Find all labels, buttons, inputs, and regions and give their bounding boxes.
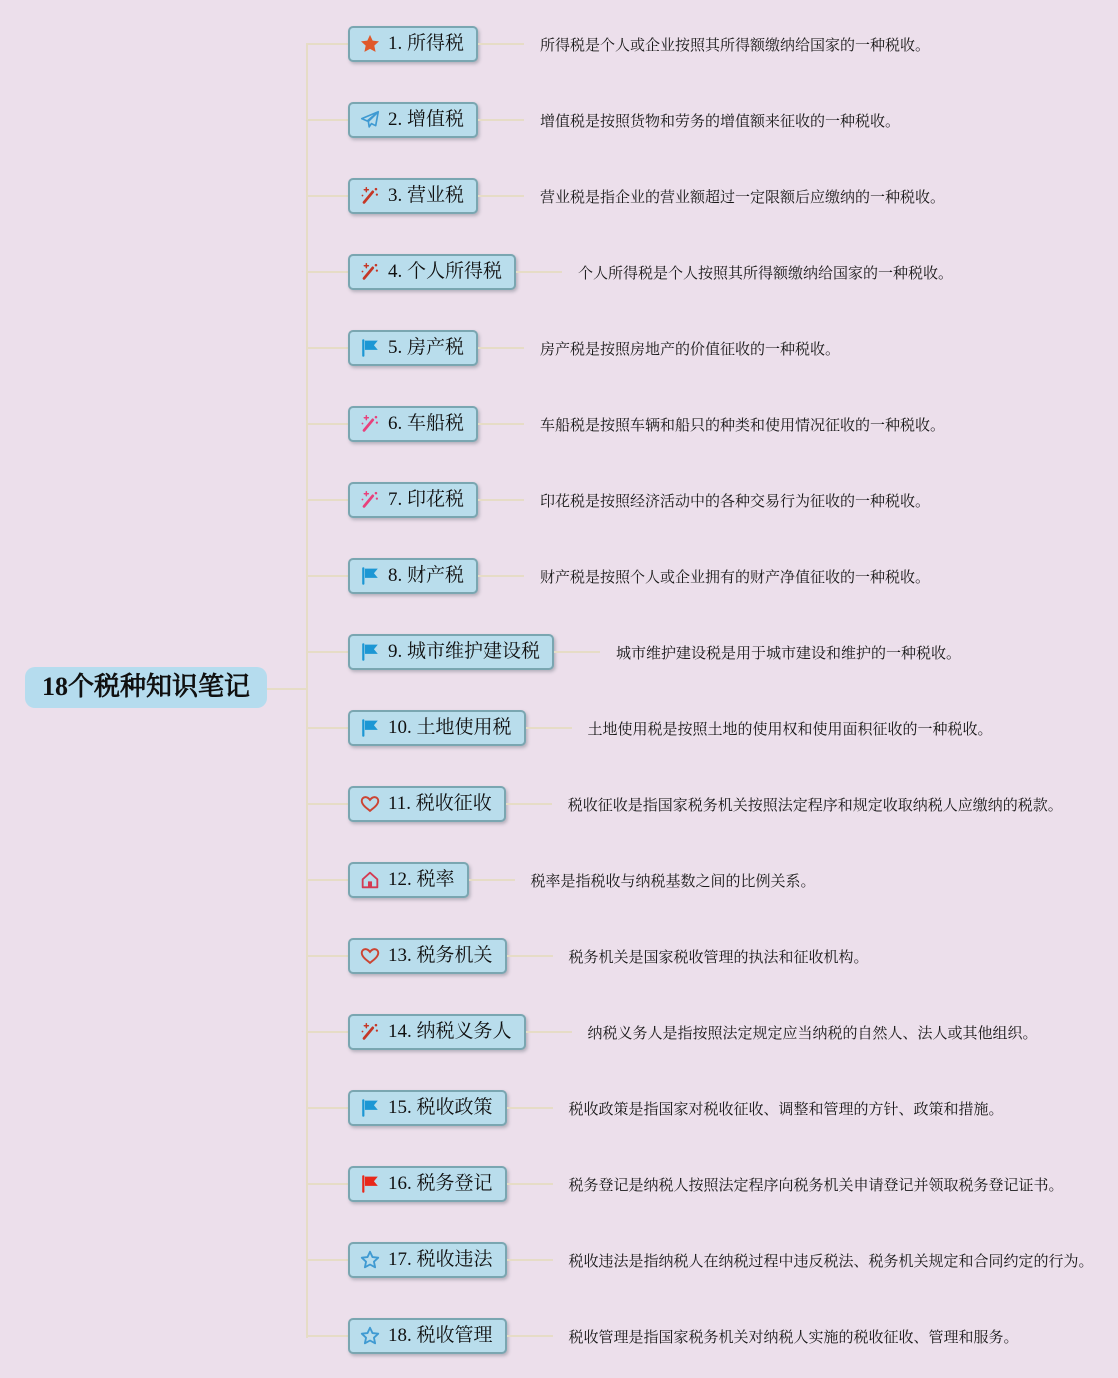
branch-connector-line (306, 1259, 348, 1261)
topic-description: 税收政策是指国家对税收征收、调整和管理的方针、政策和措施。 (568, 1099, 1004, 1118)
description-connector-line (554, 651, 600, 653)
paper-plane-icon (359, 109, 381, 131)
description-connector-line (478, 499, 524, 501)
topic-label: 16. 税务登记 (388, 1172, 493, 1194)
branch-connector-line (306, 879, 348, 881)
flag-icon (359, 1097, 381, 1119)
branch-connector-line (306, 1031, 348, 1033)
branch-row (306, 158, 1094, 234)
heart-icon (359, 945, 381, 967)
topic-node[interactable] (348, 1014, 526, 1051)
branch-row (306, 386, 1094, 462)
topic-label: 4. 个人所得税 (388, 260, 503, 282)
central-topic-label: 18个税种知识笔记 (42, 672, 251, 701)
topic-node[interactable] (348, 178, 478, 215)
magic-wand-icon (359, 261, 381, 283)
topic-label: 14. 纳税义务人 (388, 1020, 512, 1042)
branch-row (306, 918, 1094, 994)
topic-label: 3. 营业税 (388, 184, 465, 206)
topic-description: 个人所得税是个人按照其所得额缴纳给国家的一种税收。 (578, 263, 954, 282)
description-connector-line (507, 1107, 553, 1109)
topic-node[interactable] (348, 558, 478, 595)
topic-label: 12. 税率 (388, 868, 455, 890)
branch-connector-line (306, 423, 348, 425)
topic-label: 5. 房产税 (388, 336, 465, 358)
description-connector-line (478, 119, 524, 121)
branch-connector-line (306, 271, 348, 273)
branch-row (306, 994, 1094, 1070)
topic-node[interactable] (348, 786, 506, 823)
branch-connector-line (306, 955, 348, 957)
branch-row (306, 1222, 1094, 1298)
topic-node[interactable] (348, 634, 554, 671)
branch-connector-line (306, 651, 348, 653)
topic-node[interactable] (348, 1318, 507, 1355)
branch-connector-line (306, 575, 348, 577)
topic-description: 房产税是按照房地产的价值征收的一种税收。 (540, 339, 841, 358)
branch-connector-line (306, 195, 348, 197)
description-connector-line (478, 423, 524, 425)
branch-rows (306, 6, 1094, 1374)
topic-description: 税率是指税收与纳税基数之间的比例关系。 (530, 871, 816, 890)
topic-description: 城市维护建设税是用于城市建设和维护的一种税收。 (616, 643, 962, 662)
topic-description: 增值税是按照货物和劳务的增值额来征收的一种税收。 (540, 111, 901, 130)
star-filled-icon (359, 33, 381, 55)
magic-wand-icon (359, 489, 381, 511)
description-connector-line (507, 1335, 553, 1337)
magic-wand-icon (359, 185, 381, 207)
branch-row (306, 1070, 1094, 1146)
description-connector-line (526, 727, 572, 729)
star-outline-icon (359, 1249, 381, 1271)
topic-label: 18. 税收管理 (388, 1324, 493, 1346)
topic-description: 印花税是按照经济活动中的各种交易行为征收的一种税收。 (540, 491, 931, 510)
description-connector-line (506, 803, 552, 805)
branch-connector-line (306, 119, 348, 121)
topic-label: 9. 城市维护建设税 (388, 640, 541, 662)
topic-node[interactable] (348, 254, 516, 291)
branch-row (306, 538, 1094, 614)
flag-icon (359, 565, 381, 587)
topic-node[interactable] (348, 330, 478, 367)
branch-connector-line (306, 1335, 348, 1337)
topic-description: 土地使用税是按照土地的使用权和使用面积征收的一种税收。 (587, 719, 993, 738)
topic-label: 10. 土地使用税 (388, 716, 512, 738)
topic-description: 营业税是指企业的营业额超过一定限额后应缴纳的一种税收。 (540, 187, 946, 206)
topic-description: 所得税是个人或企业按照其所得额缴纳给国家的一种税收。 (540, 35, 931, 54)
branch-connector-line (306, 499, 348, 501)
magic-wand-icon (359, 413, 381, 435)
magic-wand-icon (359, 1021, 381, 1043)
topic-description: 税收违法是指纳税人在纳税过程中违反税法、税务机关规定和合同约定的行为。 (568, 1251, 1094, 1270)
topic-description: 车船税是按照车辆和船只的种类和使用情况征收的一种税收。 (540, 415, 946, 434)
branch-connector-line (306, 43, 348, 45)
topic-node[interactable] (348, 1090, 507, 1127)
description-connector-line (507, 1259, 553, 1261)
topic-node[interactable] (348, 1242, 507, 1279)
branch-row (306, 234, 1094, 310)
branch-connector-line (306, 803, 348, 805)
branch-connector-line (306, 1183, 348, 1185)
branch-row (306, 82, 1094, 158)
topic-node[interactable] (348, 406, 478, 443)
topic-description: 税务机关是国家税收管理的执法和征收机构。 (568, 947, 869, 966)
topic-description: 纳税义务人是指按照法定规定应当纳税的自然人、法人或其他组织。 (587, 1023, 1038, 1042)
topic-label: 11. 税收征收 (388, 792, 492, 814)
branch-connector-line (306, 727, 348, 729)
topic-description: 税收管理是指国家税务机关对纳税人实施的税收征收、管理和服务。 (568, 1327, 1019, 1346)
branch-connector-line (306, 1107, 348, 1109)
description-connector-line (478, 195, 524, 197)
topic-node[interactable] (348, 710, 526, 747)
flag-icon (359, 1173, 381, 1195)
topic-description: 财产税是按照个人或企业拥有的财产净值征收的一种税收。 (540, 567, 931, 586)
branch-row (306, 1298, 1094, 1374)
branch-row (306, 842, 1094, 918)
house-icon (359, 869, 381, 891)
description-connector-line (507, 955, 553, 957)
topic-label: 8. 财产税 (388, 564, 465, 586)
topic-description: 税收征收是指国家税务机关按照法定程序和规定收取纳税人应缴纳的税款。 (567, 795, 1063, 814)
central-topic-node[interactable] (25, 667, 267, 708)
topic-label: 7. 印花税 (388, 488, 465, 510)
topic-label: 6. 车船税 (388, 412, 465, 434)
topic-node[interactable] (348, 482, 478, 519)
flag-icon (359, 337, 381, 359)
description-connector-line (478, 43, 524, 45)
branch-row (306, 690, 1094, 766)
branch-row (306, 1146, 1094, 1222)
topic-node[interactable] (348, 862, 469, 899)
flag-icon (359, 641, 381, 663)
topic-node[interactable] (348, 26, 478, 63)
topic-node[interactable] (348, 1166, 507, 1203)
branch-row (306, 6, 1094, 82)
topic-label: 1. 所得税 (388, 32, 465, 54)
star-outline-icon (359, 1325, 381, 1347)
topic-node[interactable] (348, 102, 478, 139)
flag-icon (359, 717, 381, 739)
topic-node[interactable] (348, 938, 507, 975)
description-connector-line (526, 1031, 572, 1033)
description-connector-line (469, 879, 515, 881)
branch-connector-line (306, 347, 348, 349)
topic-label: 15. 税收政策 (388, 1096, 493, 1118)
branch-row (306, 310, 1094, 386)
heart-icon (359, 793, 381, 815)
topic-label: 17. 税收违法 (388, 1248, 493, 1270)
description-connector-line (507, 1183, 553, 1185)
description-connector-line (478, 347, 524, 349)
description-connector-line (516, 271, 562, 273)
topic-label: 13. 税务机关 (388, 944, 493, 966)
branch-row (306, 462, 1094, 538)
branch-row (306, 614, 1094, 690)
topic-description: 税务登记是纳税人按照法定程序向税务机关申请登记并领取税务登记证书。 (568, 1175, 1064, 1194)
description-connector-line (478, 575, 524, 577)
topic-label: 2. 增值税 (388, 108, 465, 130)
branch-row (306, 766, 1094, 842)
